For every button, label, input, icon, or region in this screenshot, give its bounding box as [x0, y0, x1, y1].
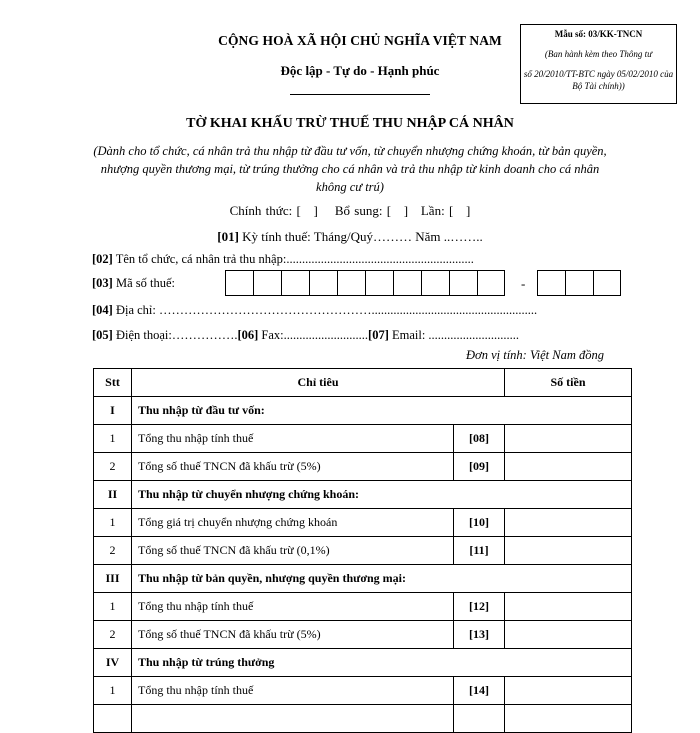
row-code: [08]	[454, 425, 505, 453]
table-row	[94, 509, 632, 537]
section-label: Thu nhập từ chuyển nhượng chứng khoán:	[132, 481, 632, 509]
document-title: TỜ KHAI KHẤU TRỪ THUẾ THU NHẬP CÁ NHÂN	[186, 116, 514, 131]
header-amount: Số tiền	[505, 369, 632, 397]
email-label: Email: .............................	[388, 328, 520, 342]
row-stt	[94, 705, 132, 733]
field-code-02: [02]	[92, 252, 113, 266]
row-stt: III	[94, 565, 132, 593]
address-field	[92, 303, 537, 318]
tax-code-cell[interactable]	[449, 270, 477, 296]
field-code-04: [04]	[92, 303, 113, 317]
amount-cell[interactable]	[505, 509, 632, 537]
tax-code-cell[interactable]	[253, 270, 281, 296]
row-code: [12]	[454, 593, 505, 621]
tax-code-separator: -	[521, 276, 526, 291]
row-stt: 2	[94, 453, 132, 481]
row-code: [14]	[454, 677, 505, 705]
row-label: Tổng giá trị chuyển nhượng chứng khoán	[132, 509, 454, 537]
row-stt: 1	[94, 593, 132, 621]
tax-code-branch-cell[interactable]	[565, 270, 593, 296]
tax-code-cell[interactable]	[393, 270, 421, 296]
currency-unit-note: Đơn vị tính: Việt Nam đồng	[466, 348, 605, 362]
row-stt: II	[94, 481, 132, 509]
amount-cell[interactable]	[505, 593, 632, 621]
tax-code-cell[interactable]	[225, 270, 253, 296]
row-code: [10]	[454, 509, 505, 537]
row-code: [11]	[454, 537, 505, 565]
payer-name-field	[92, 252, 474, 267]
tax-code-field	[92, 276, 175, 291]
form-circular-ref: số 20/2010/TT-BTC ngày 05/02/2010 của Bộ Tài chính))	[523, 69, 674, 92]
row-stt: 1	[94, 509, 132, 537]
field-code-03: [03]	[92, 276, 113, 290]
amount-cell[interactable]	[505, 705, 632, 733]
form-number-box	[520, 24, 677, 104]
header-stt: Stt	[94, 369, 132, 397]
field-code-01: [01]	[217, 229, 239, 244]
tax-code-boxes-branch[interactable]	[537, 270, 621, 296]
tax-period-text: Kỳ tính thuế: Tháng/Quý……… Năm ..……..	[238, 229, 483, 244]
table-section-row	[94, 481, 632, 509]
amount-cell[interactable]	[505, 677, 632, 705]
row-stt: 1	[94, 677, 132, 705]
address-label: Địa chỉ: …………………………………………….....................................................	[112, 303, 538, 317]
national-motto: Độc lập - Tự do - Hạnh phúc	[280, 63, 440, 78]
table-row	[94, 425, 632, 453]
row-code	[454, 705, 505, 733]
row-stt: 2	[94, 621, 132, 649]
row-label: Tổng thu nhập tính thuế	[132, 593, 454, 621]
field-code-05: [05]	[92, 328, 113, 342]
row-label: Tổng thu nhập tính thuế	[132, 677, 454, 705]
row-code: [13]	[454, 621, 505, 649]
table-row	[94, 705, 632, 733]
table-row	[94, 537, 632, 565]
row-stt: IV	[94, 649, 132, 677]
section-label: Thu nhập từ bản quyền, nhượng quyền thương mại:	[132, 565, 632, 593]
table-section-row	[94, 565, 632, 593]
row-label: Tổng số thuế TNCN đã khấu trừ (5%)	[132, 453, 454, 481]
tax-code-cell[interactable]	[337, 270, 365, 296]
section-label: Thu nhập từ đầu tư vốn:	[132, 397, 632, 425]
field-code-07: [07]	[368, 328, 389, 342]
row-label: Tổng thu nhập tính thuế	[132, 425, 454, 453]
table-section-row	[94, 397, 632, 425]
contact-field-row	[92, 328, 519, 343]
amount-cell[interactable]	[505, 453, 632, 481]
row-label	[132, 705, 454, 733]
row-stt: 2	[94, 537, 132, 565]
tax-code-boxes-main[interactable]	[225, 270, 505, 296]
tax-code-cell[interactable]	[421, 270, 449, 296]
form-issued-note: (Ban hành kèm theo Thông tư	[544, 49, 653, 60]
table-header-row	[94, 369, 632, 397]
tax-code-cell[interactable]	[477, 270, 505, 296]
row-stt: 1	[94, 425, 132, 453]
section-label: Thu nhập từ trúng thưởng	[132, 649, 632, 677]
motto-underline	[290, 94, 430, 95]
national-header	[180, 33, 540, 79]
amount-cell[interactable]	[505, 621, 632, 649]
tax-code-cell[interactable]	[281, 270, 309, 296]
table-section-row	[94, 649, 632, 677]
row-label: Tổng số thuế TNCN đã khấu trừ (0,1%)	[132, 537, 454, 565]
phone-label: Điện thoại:…………….	[112, 328, 238, 342]
tax-code-branch-cell[interactable]	[537, 270, 565, 296]
payer-name-label: Tên tổ chức, cá nhân trả thu nhập:............................................................	[112, 252, 474, 266]
row-label: Tổng số thuế TNCN đã khấu trừ (5%)	[132, 621, 454, 649]
amount-cell[interactable]	[505, 425, 632, 453]
row-stt: I	[94, 397, 132, 425]
declaration-status-row: Chính thức: [ ] Bổ sung: [ ] Lần: [ ]	[229, 203, 471, 218]
tax-code-cell[interactable]	[365, 270, 393, 296]
tax-code-branch-cell[interactable]	[593, 270, 621, 296]
amount-cell[interactable]	[505, 537, 632, 565]
republic-name: CỘNG HOÀ XÃ HỘI CHỦ NGHĨA VIỆT NAM	[218, 33, 502, 48]
tax-code-cell[interactable]	[309, 270, 337, 296]
tax-declaration-table	[93, 368, 632, 733]
table-row	[94, 453, 632, 481]
header-item: Chỉ tiêu	[132, 369, 505, 397]
table-row	[94, 593, 632, 621]
table-row	[94, 677, 632, 705]
field-code-06: [06]	[237, 328, 259, 342]
document-subtitle-note: (Dành cho tổ chức, cá nhân trả thu nhập từ đầu tư vốn, từ chuyển nhượng chứng khoán, từ bản quyền, nhượng quyền thương mại, từ trúng thưởng cho cá nhân và trả thu nhập từ kinh doanh cho cá nhân không cư trú)	[93, 144, 607, 195]
form-number: Mẫu số: 03/KK-TNCN	[554, 29, 643, 39]
tax-period-row	[0, 229, 700, 245]
table-row	[94, 621, 632, 649]
tax-code-label: Mã số thuế:	[112, 276, 175, 290]
row-code: [09]	[454, 453, 505, 481]
fax-label: Fax:...........................	[258, 328, 369, 342]
